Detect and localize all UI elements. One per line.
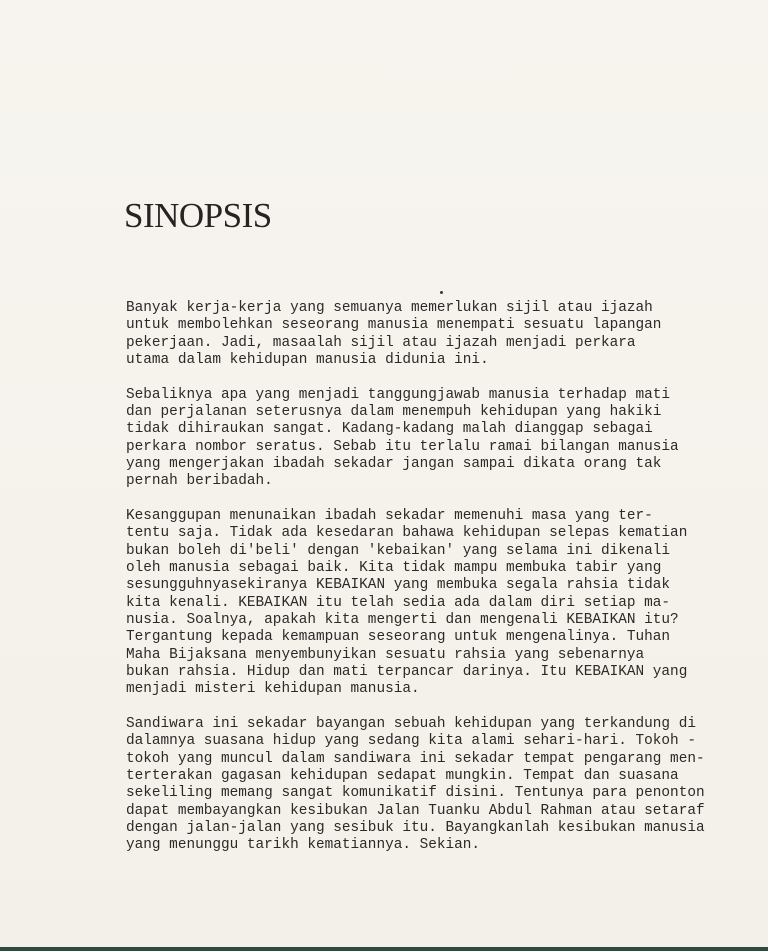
- paragraph-2: [126, 387, 756, 491]
- text-line: tidak dihiraukan sangat. Kadang-kadang malah dianggap sebagai: [126, 421, 653, 438]
- text-line: sesungguhnyasekiranya KEBAIKAN yang membuka segala rahsia tidak: [126, 577, 671, 594]
- text-line: yang mengerjakan ibadah sekadar jangan sampai dikata orang tak: [126, 455, 662, 472]
- text-line: Banyak kerja-kerja yang semuanya memerlukan sijil atau ijazah: [126, 300, 653, 316]
- text-line: bukan rahsia. Hidup dan mati terpancar darinya. Itu KEBAIKAN yang: [126, 663, 688, 680]
- page-title: SINOPSIS: [124, 196, 272, 235]
- text-line: oleh manusia sebagai baik. Kita tidak mampu membuka tabir yang: [126, 560, 662, 577]
- text-line: utama dalam kehidupan manusia didunia ini.: [126, 351, 489, 368]
- paragraph-4: [126, 716, 756, 854]
- text-line: Tergantung kepada kemampuan seseorang untuk mengenalinya. Tuhan: [126, 629, 671, 646]
- paragraph-1: [126, 300, 756, 369]
- text-line: tokoh yang muncul dalam sandiwara ini sekadar tempat pengarang men-: [126, 750, 705, 767]
- text-line: Maha Bijaksana menyembunyikan sesuatu rahsia yang sebenarnya: [126, 646, 645, 663]
- text-line: sekeliling memang sangat komunikatif disini. Tentunya para penonton: [126, 785, 705, 802]
- text-line: dengan jalan-jalan yang sesibuk itu. Bayangkanlah kesibukan manusia: [126, 819, 705, 836]
- scan-edge-strip: [0, 947, 768, 951]
- synopsis-body: [126, 300, 756, 872]
- text-line: tentu saja. Tidak ada kesedaran bahawa kehidupan selepas kematian: [126, 525, 688, 542]
- text-line: yang menunggu tarikh kematiannya. Sekian.: [126, 837, 481, 854]
- text-line: dan perjalanan seterusnya dalam menempuh kehidupan yang hakiki: [126, 404, 662, 421]
- paragraph-3: [126, 508, 756, 698]
- text-line: Sebaliknya apa yang menjadi tanggungjawab manusia terhadap mati: [126, 386, 671, 403]
- text-line: nusia. Soalnya, apakah kita mengerti dan mengenali KEBAIKAN itu?: [126, 611, 679, 628]
- text-line: pernah beribadah.: [126, 473, 273, 490]
- text-line: menjadi misteri kehidupan manusia.: [126, 681, 420, 698]
- text-line: Sandiwara ini sekadar bayangan sebuah kehidupan yang terkandung di: [126, 716, 696, 733]
- text-line: Kesanggupan menunaikan ibadah sekadar memenuhi masa yang ter-: [126, 508, 653, 525]
- text-line: untuk membolehkan seseorang manusia menempati sesuatu lapangan: [126, 317, 662, 334]
- ink-speck: [440, 291, 443, 294]
- text-line: pekerjaan. Jadi, masaalah sijil atau ijazah menjadi perkara: [126, 334, 636, 351]
- text-line: dapat membayangkan kesibukan Jalan Tuanku Abdul Rahman atau setaraf: [126, 802, 705, 819]
- text-line: terterakan gagasan kehidupan sedapat mungkin. Tempat dan suasana: [126, 767, 679, 784]
- text-line: bukan boleh di'beli' dengan 'kebaikan' yang selama ini dikenali: [126, 542, 671, 559]
- text-line: perkara nombor seratus. Sebab itu terlalu ramai bilangan manusia: [126, 438, 679, 455]
- text-line: dalamnya suasana hidup yang sedang kita alami sehari-hari. Tokoh -: [126, 733, 696, 750]
- text-line: kita kenali. KEBAIKAN itu telah sedia ada dalam diri setiap ma-: [126, 594, 671, 611]
